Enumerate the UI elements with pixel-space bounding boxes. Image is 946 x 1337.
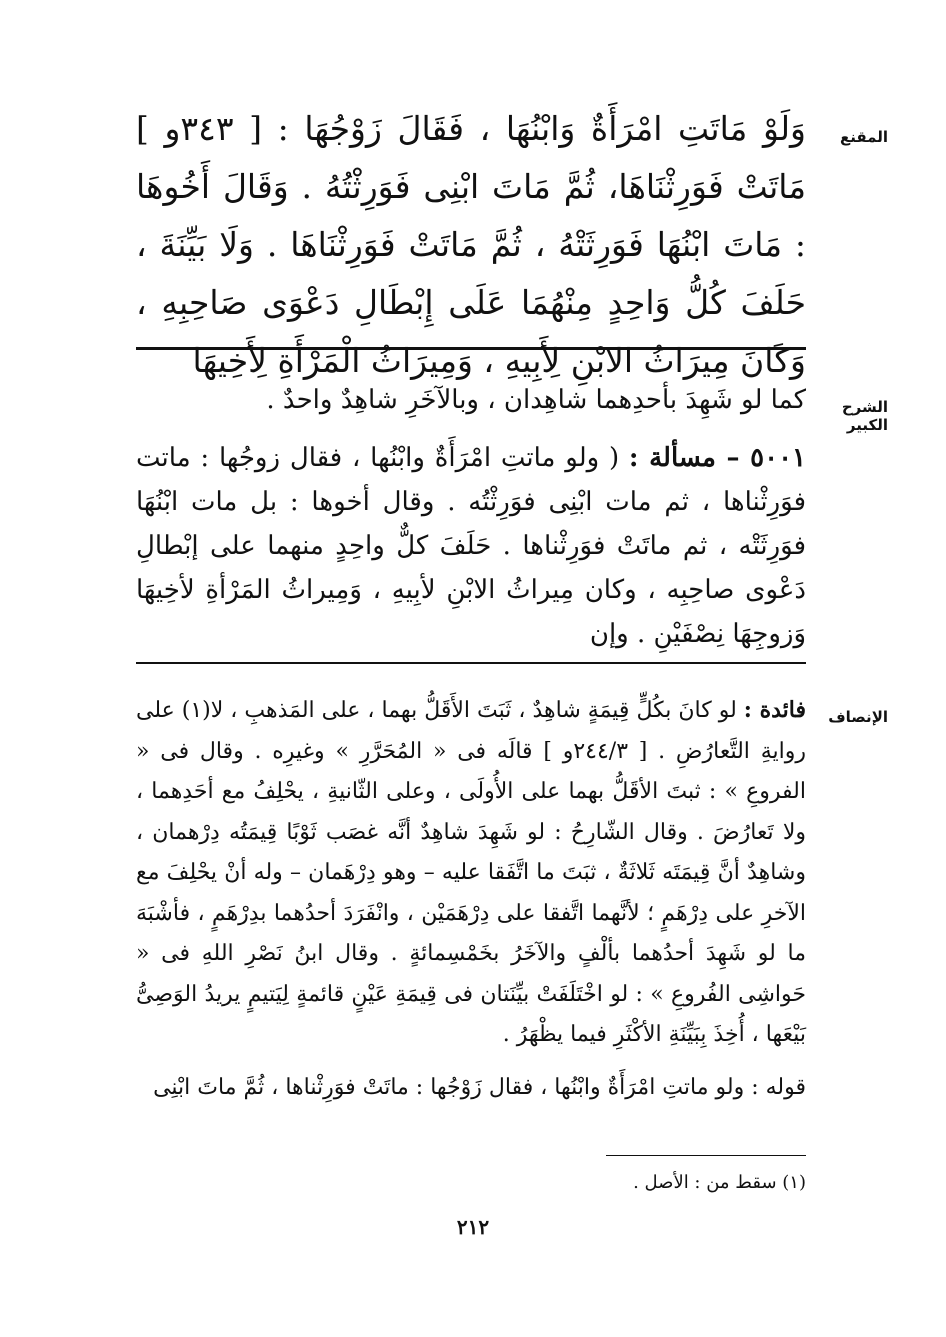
insaf-paragraph <box>136 690 806 1056</box>
sharh-issue-paragraph <box>136 436 806 656</box>
issue-text: ( ولو ماتتِ امْرَأَةٌ وابْنُها ، فقال زوجُها : ماتت فوَرِثْناها ، ثم مات ابْنِى فوَرِثْتُه . وقال أخوها : بل مات ابْنُهَا فوَرِثَتْه ، ثم ماتَتْ فوَرِثْناها . حَلَفَ كلٌّ واحِدٍ منهما على إبْطالِ دَعْوى صاحِبِه ، وكان مِيراثُ الابْنِ لأبِيهِ ، وَمِيراثُ المَرْأةِ لأخِيهَا وَزوجِهَا نِصْفَيْنِ . وإن <box>136 443 806 649</box>
side-label-muqni: المقنع <box>840 128 888 146</box>
section-divider-thick <box>136 347 806 350</box>
page-number: ٢١٢ <box>456 1215 490 1239</box>
sharh-line-1: كما لو شَهِدَ بأحدِهما شاهِدان ، وبالآخَرِ شاهِدٌ واحدٌ . <box>266 385 806 415</box>
side-label-sharh: الشرح الكبير <box>841 398 888 434</box>
side-label-insaf: الإنصاف <box>828 708 888 726</box>
footnote: (١) سقط من : الأصل . <box>633 1172 806 1193</box>
muqni-text: وَلَوْ مَاتَتِ امْرَأَةٌ وَابْنُهَا ، فَقَالَ زَوْجُهَا : [ ٣٤٣و ] مَاتَتْ فَوَرِثْنَاهَا، ثُمَّ مَاتَ ابْنِى فَوَرِثْتُهُ . وَقَالَ أَخُوهَا : مَاتَ ابْنُهَا فَوَرِثَتْهُ ، ثُمَّ مَاتَتْ فَوَرِثْنَاهَا . وَلَا بَيِّنَةَ ، حَلَفَ كُلُّ وَاحِدٍ مِنْهُمَا عَلَى إِبْطَالِ دَعْوَى صَاحِبِهِ ، وَكَانَ مِيرَاثُ الابْنِ لِأَبِيهِ ، وَمِيرَاثُ الْمَرْأَةِ لِأَخِيهَا <box>136 109 806 380</box>
insaf-body: لو كانَ بكُلٍّ قِيمَةٍ شاهِدٌ ، ثَبَتَ الأَقَلُّ بهما ، على المَذهبِ ، لا(١) على روايةِ التَّعارُضِ . [ ٢٤٤/٣و ] قالَه فى « المُحَرَّرِ » وغيرِه . وقال فى « الفروعِ » : ثبتَ الأقَلُّ بهما على الأُولَى ، وعلى الثّانيةِ ، يحْلِفُ مع أحَدِهما ، ولا تَعارُضَ . وقال الشّارِحُ : لو شَهِدَ شاهِدٌ أنَّه غصَب ثَوْبًا قِيمَتُه دِرْهمان ، وشاهِدٌ أنَّ قِيمَتَه ثَلاثَةٌ ، ثبَتَ ما اتَّفَقا عليه – وهو دِرْهَمان – وله أنْ يحْلِفَ مع الآخرِ على دِرْهَمٍ ؛ لأنَّهما اتَّفقا على دِرْهَمَيْن ، وانْفَرَدَ أحدُهما بدِرْهَمٍ ، فأشْبَهَ ما لو شَهِدَ أحدُهما بألْفٍ والآخَرُ بخَمْسِمائةٍ . وقال ابنُ نَصْرِ اللهِ فى « حَواشِى الفُروعِ » : لو اخْتَلَفَتْ بيِّنَتان فى قِيمَةِ عَيْنٍ قائمةٍ لِيَتيمٍ يريدُ الوَصِىُّ بَيْعَها ، أُخِذَ بِبَيِّنَةِ الأكْثَرِ فيما يظْهَرُ . <box>136 698 806 1047</box>
insaf-section <box>136 690 806 1108</box>
issue-number: ٥٠٠١ – مسألة : <box>628 443 806 473</box>
qawluh-paragraph: قوله : ولو ماتتِ امْرَأَةٌ وابْنُها ، فقال زَوْجُها : ماتَتْ فوَرِثْناها ، ثُمَّ ماتَ ابْنِى <box>153 1074 806 1100</box>
faida-label: فائدة : <box>743 697 806 723</box>
sharh-section <box>136 378 806 656</box>
section-divider-thin <box>136 662 806 664</box>
footnote-rule <box>606 1155 806 1156</box>
